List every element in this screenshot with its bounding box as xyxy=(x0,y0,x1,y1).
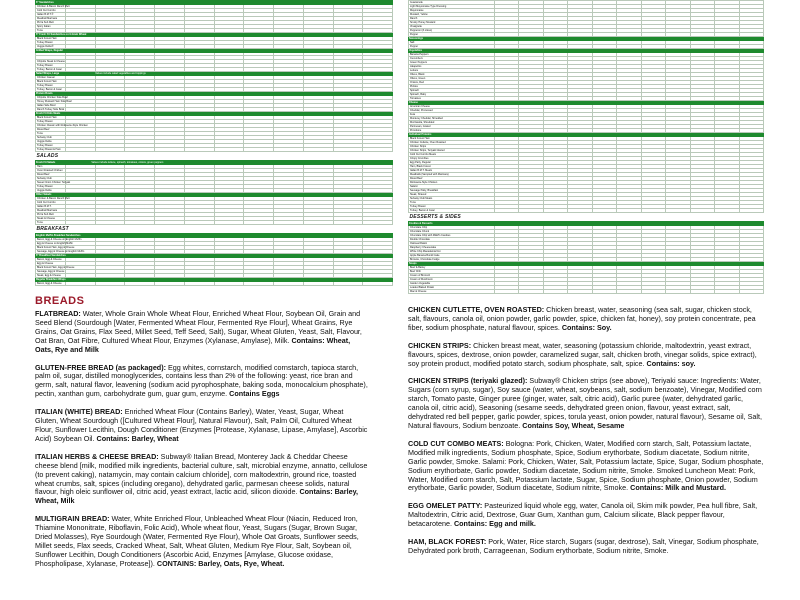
row-label: Parmesan, Grated xyxy=(409,125,495,129)
allergen-statement: Contains: Soy. xyxy=(561,322,612,332)
section-heading-row xyxy=(36,151,393,160)
allergen-statement: Contains: Egg and milk. xyxy=(453,519,536,529)
ingredient-entry xyxy=(408,538,764,556)
row-label: Sausage Patty, Breakfast xyxy=(409,189,495,193)
row-label: Banana Peppers xyxy=(409,53,495,57)
row-label: Apple Banana Bundt Cake xyxy=(409,254,495,258)
row-label: Italian B.M.T. xyxy=(36,204,66,208)
table-cell xyxy=(739,290,763,294)
table-cell xyxy=(690,290,714,294)
row-label: Turkey, Bacon & Guac xyxy=(36,87,66,91)
row-label: Black Forest Ham xyxy=(36,79,66,83)
ingredient-name: CHICKEN STRIPS: xyxy=(408,340,472,350)
row-label: Black Forest Ham xyxy=(36,115,66,119)
section-heading: DESSERTS & SIDES xyxy=(409,214,461,220)
allergen-statement: Contains Soy, Wheat, Sesame xyxy=(522,420,625,430)
row-label: Spinach, Baby xyxy=(409,93,495,97)
row-label: Salt xyxy=(409,41,495,45)
row-label: Subway Club Meats xyxy=(409,197,495,201)
row-label: Feta xyxy=(409,113,495,117)
row-label: Loaded Baked Potato xyxy=(409,286,495,290)
row-label: Turkey, Bacon & Guac xyxy=(36,67,66,71)
row-label: Smoky Honey Mustard xyxy=(409,21,495,25)
table-cell xyxy=(95,281,125,285)
row-label: Black Forest Ham xyxy=(409,137,495,141)
row-label: Oven Roasted Chicken xyxy=(36,168,66,172)
ingredient-entry xyxy=(408,502,764,529)
row-label: Mayonnaise xyxy=(409,9,495,13)
category-label: Regular Breakfast Wraps xyxy=(36,277,66,281)
table-cell xyxy=(617,290,641,294)
row-label: Turkey Breast xyxy=(36,119,66,123)
ingredient-body: Water, Whole Grain Whole Wheat Flour, Enriched Wheat Flour, Soybean Oil, Grain and Seed Blend (Sourdough [Water, Fermented Wheat Flour, Fermented Rye Flour], Wheat Grains, Rye Grains, Oat Grains, Flax Seed, Millet Seed, Teff Seed, Salt), Sugar, Wheat Gluten, Yeast, Salt, Flavour, Oat Bran, Oat Fibre, Cultured Wheat Flour, Enzymes (Xylanase, Amylase), Milk. xyxy=(35,309,362,345)
table-cell xyxy=(214,281,244,285)
row-label: Salami xyxy=(409,185,495,189)
row-label: Spinach xyxy=(409,89,495,93)
ingredient-body: Bologna: Pork, Chicken, Water, Modified corn starch, Salt, Potassium lactate, Modified milk ingredients, Sodium phosphate, Spice, Sodium erythorbate, Sodium diacetate, Sodium nitrite, Garlic powder, Smoke. Salami: Pork, Chicken, Water, Salt, Potassium lactate, Spice, Sugar, Sodium phosphate, Sodium erythorbate, Garlic powder, Sodium diacetate, Sodium nitrite, Smoke. Smoked Luncheon Meat: Pork, Water, Modified corn starch, Salt, Potassium lactate, Sugar, Spice, Sodium phosphate, Onion powder, Sodium erythorbate, Garlic powder, Sodium diacetate, Sodium nitrite, Smoke. xyxy=(408,438,764,493)
table-cell xyxy=(65,281,95,285)
row-label: Turkey Breast xyxy=(36,63,66,67)
row-label: Onions, Red xyxy=(409,81,495,85)
row-label: Chocolate Chip with M&M's Candies xyxy=(409,234,495,238)
section-heading-row xyxy=(409,213,764,222)
row-label: Turkey Breast xyxy=(36,83,66,87)
row-label: Egg & Cheese on English Muffin xyxy=(37,241,73,245)
ingredient-entry xyxy=(408,342,764,369)
row-label: Cream of Mushroom xyxy=(409,278,495,282)
ingredient-name: ITALIAN (WHITE) BREAD: xyxy=(35,407,123,417)
category-label: 6" Breakfast Sandwiches xyxy=(36,253,66,257)
row-label: Chocolate Chunk xyxy=(409,230,495,234)
row-label: Provolone xyxy=(409,129,495,133)
section-heading-row xyxy=(36,224,393,233)
category-label: Protein Bowls xyxy=(36,91,53,95)
ingredient-name: ITALIAN HERBS & CHEESE BREAD: xyxy=(35,451,159,461)
table-cell xyxy=(568,290,592,294)
row-label: Tomatoes xyxy=(409,97,495,101)
row-label: Cold Cut Combo xyxy=(36,9,66,13)
ingredient-body: Pork, Water, Rice starch, Sugars (sugar, dextrose), Salt, Vinegar, Sodium phosphate, Dehydrated pork broth, Carrageenan, Sodium erythorbate, Sodium nitrite, Smoke. xyxy=(408,537,759,555)
allergen-statement: Contains: Barley, Wheat, Milk xyxy=(35,487,359,506)
row-label: Garden Vegetable xyxy=(409,282,495,286)
ingredients-column-right xyxy=(408,306,764,565)
category-label: Cookies & Desserts xyxy=(409,222,433,225)
ingredient-body: Subway® Chicken strips (see above), Teriyaki sauce: Ingredients: Water, Sugars (corn syrup, sugar), Soy sauce (water, wheat, soybeans, salt, sodium benzoate), Vinegar, Modified corn starch, Tomato paste, Ginger puree (ginger, water, salt, citric acid), Garlic puree (water, dehydrated garlic, canola oil, citric acid), Seasoning (sesame seeds, dehydrated green onion, flavour, yeast extract, salt, dehydrated red bell pepper, garlic powder, spices, torula yeast, onion powder, natural flavour), Sesame oil, Salt, Natural flavours, Sodium benzoate. xyxy=(408,376,762,430)
section-heading: SALADS xyxy=(36,152,59,159)
row-label: Black Forest Ham xyxy=(36,37,66,41)
category-label: English Muffin Breakfast Sandwiches xyxy=(36,233,81,237)
row-label: White Chip Macadamia Nut xyxy=(409,250,495,254)
row-label: Chicken & Bacon Ranch Melt xyxy=(37,196,70,200)
row-label: Pizza Sub Melt xyxy=(36,21,66,25)
row-label: American Cheese xyxy=(409,105,495,109)
ingredient-body: Pasteurized liquid whole egg, water, Canola oil, Skim milk powder, Pea hull fibre, Salt, Maltodextrin, Citric acid, Dextrose, Guar Gum, Xanthan gum, Calcium silicate, Black pepper flavour, betacarotene. xyxy=(408,501,758,529)
nutrition-table-left xyxy=(35,0,393,298)
ingredient-entry xyxy=(35,515,368,568)
row-label: Steak & Cheese xyxy=(36,216,66,220)
table-cell xyxy=(495,290,519,294)
row-label: Tuna xyxy=(36,220,66,224)
row-label: Jalapeños xyxy=(409,65,495,69)
row-label: Black Forest Ham, Egg & Cheese xyxy=(37,265,75,269)
row-label: Steak, Shaved xyxy=(409,193,495,197)
ingredient-name: CHICKEN CUTLETTE, OVEN ROASTED: xyxy=(408,305,545,314)
row-label: Mustard, Yellow xyxy=(409,13,495,17)
row-label: Subway Club xyxy=(36,176,66,180)
table-cell xyxy=(333,281,363,285)
row-label: Double Chocolate xyxy=(409,238,495,242)
ingredient-body: Enriched Wheat Flour (Contains Barley), Water, Yeast, Sugar, Wheat Gluten, Wheat Sourdough ([Cultured Wheat Flour], Natural Flavour), Salt, Palm Oil, Cultured Wheat Flour, Sunflower Lecithin, Dough Conditioner (Enzymes [Protease, Xylanase, Lipase, Amylase], Ascorbic Acid) Soybean Oil. xyxy=(35,407,368,443)
row-label: Olives, Green xyxy=(409,77,495,81)
row-label: Mac & Cheese xyxy=(409,290,495,294)
row-label: Pizza Sub Melt xyxy=(36,212,66,216)
ingredient-body: Water, White Enriched Flour, Unbleached Wheat Flour (Niacin, Reduced Iron, Thiamine Mononitrate, Riboflavin, Folic Acid), Whole wheat flour, Yeast, Sugars (Sugar, Brown Sugar, Dried Molasses), Rye Sourdough (Water, Fermented Rye Flour), Whole Oat Groats, Sunflower seeds, Millet seeds, Flax seeds, Cracked Wheat, Salt, Wheat Gluten, Medium Rye Flour, Salt, Soybean oil, Sunflower Lecithin, Dough Conditioners (Ascorbic Acid, Enzymes [Amylase, Glucose oxidase, Phospholipase, Xylanase, Protease]). xyxy=(35,514,359,568)
row-label: Italian B.M.T. Meats xyxy=(409,169,495,173)
row-label: Cold Cut Combo Meats xyxy=(409,153,495,157)
table-cell xyxy=(543,290,567,294)
row-label: Turkey Breast xyxy=(409,205,495,209)
ingredient-entry xyxy=(35,453,368,506)
nutrition-table xyxy=(35,0,393,286)
ingredients-column-left xyxy=(35,296,368,578)
ingredient-body: Egg whites, cornstarch, modified cornstarch, tapioca starch, palm oil, sugar, distilled monoglycerides, contains less than 2% of the following: yeast, rice bran and germ, salt, natural flavor, leavening (sodium acid pyrophosphate, baking soda, monocalcium phosphate), pectin, xanthan gum, carbohydrate gum, guar gum, enzyme. xyxy=(35,362,368,399)
row-label: Chicken Strips, Teriyaki Glazed xyxy=(409,149,495,153)
row-label: Turkey Breast xyxy=(36,143,66,147)
row-label: Pepper xyxy=(409,33,495,37)
table-cell xyxy=(303,281,333,285)
section-title-breads: BREADS xyxy=(35,295,85,307)
row-label: Chicken Strips xyxy=(409,145,495,149)
table-row xyxy=(36,281,393,285)
category-label: Vegetables xyxy=(409,49,423,52)
row-label: Oatmeal Raisin xyxy=(409,242,495,246)
row-label: Roast Beef xyxy=(36,172,66,176)
row-label: Cream of Broccoli xyxy=(409,274,495,278)
category-label: Other Salads xyxy=(36,192,52,196)
row-label: Sausage, Egg & Cheese xyxy=(37,269,65,273)
ingredient-entry xyxy=(408,440,764,493)
row-label: Crispy Crumbles xyxy=(409,157,495,161)
row-label: Veggie Delite xyxy=(36,139,66,143)
row-label: Vinaigrette xyxy=(409,25,495,29)
row-label: Italian B.M.T.® xyxy=(36,13,66,17)
ingredient-entry xyxy=(35,408,368,444)
row-label: Cucumbers xyxy=(409,57,495,61)
table-cell xyxy=(184,281,214,285)
table-cell xyxy=(641,290,665,294)
category-label: Salad Wraps, Large xyxy=(36,71,60,75)
row-label: Chocolate Chip xyxy=(409,226,495,230)
table-cell xyxy=(155,281,185,285)
row-label: Ham xyxy=(36,164,66,168)
category-label: 6" Sandwiches xyxy=(36,1,54,4)
table-cell xyxy=(274,281,304,285)
row-label: Rotisserie-Style Chicken xyxy=(409,181,495,185)
row-label: Pepperoni (3 slices) xyxy=(409,29,495,33)
row-label: Tuna xyxy=(36,29,66,33)
category-label: 6" Fresh Fit Sandwiches on 9-Grain Wheat xyxy=(36,33,87,36)
table-cell xyxy=(715,290,739,294)
table-cell xyxy=(592,290,616,294)
row-label: Meatballs (Sampled with Marinara) xyxy=(409,173,495,177)
ingredient-name: CHICKEN STRIPS (teriyaki glazed): xyxy=(408,376,528,386)
row-label: Veggie Delite® xyxy=(36,45,66,49)
row-label: Ranch xyxy=(409,17,495,21)
category-note: Values include salad vegetables and toppings xyxy=(95,71,146,75)
ingredient-entry xyxy=(408,306,764,333)
row-label: Chicken Classic with Rotisserie-Style Chicken xyxy=(37,123,88,127)
row-label: Olives, Black xyxy=(409,73,495,77)
category-label: Seasonings xyxy=(409,37,424,40)
row-label: Turkey Breast xyxy=(36,41,66,45)
table-cell xyxy=(519,290,543,294)
row-label: Spicy Italian xyxy=(36,25,66,29)
row-label: Steak, Egg & Cheese xyxy=(36,273,66,277)
row-label: Subway Club xyxy=(36,135,66,139)
row-label: Egg & Cheese xyxy=(36,261,66,265)
row-label: Lettuce xyxy=(409,69,495,73)
row-label: Tuna xyxy=(409,201,495,205)
category-label: Soups xyxy=(409,262,417,265)
row-label: Turkey, Bacon & Guac xyxy=(409,209,495,213)
allergen-statement: Contains: Wheat, Oats, Rye and Milk xyxy=(35,335,351,354)
allergen-statement: Contains Eggs xyxy=(229,389,280,399)
row-label: Chicken Cutlette, Oven Roasted xyxy=(409,141,495,145)
row-label: Chicken Caesar xyxy=(36,75,66,79)
ingredient-body: Chicken breast, water, seasoning (sea salt, sugar, chicken stock, salt, flavours, canola oil, onion powder, garlic powder, spice, chicken fat, honey), soy protein concentrate, pea fiber, sodium phosphate, natural flavour, spices. xyxy=(408,305,756,332)
row-label: Light Mayonnaise Type Dressing xyxy=(409,5,495,9)
row-label: Pepper xyxy=(409,45,495,49)
ingredient-name: FLATBREAD: xyxy=(35,309,81,318)
row-label: Meatball Marinara xyxy=(36,17,66,21)
ingredient-name: EGG OMELET PATTY: xyxy=(408,501,483,511)
row-label: Chipotle Steak & Cheese xyxy=(37,59,65,63)
row-label: Monterey Cheddar, Shredded xyxy=(409,117,495,121)
row-label: Veggie Delite xyxy=(36,188,66,192)
row-label: Roast Beef xyxy=(409,177,495,181)
row-label: Tuna xyxy=(36,131,66,135)
section-heading: BREAKFAST xyxy=(36,225,69,232)
row-label: Brownie, Chocolate Fudge xyxy=(409,258,495,262)
row-label: Meatball Marinara xyxy=(36,208,66,212)
allergen-statement: Contains: Barley, Wheat xyxy=(96,433,179,443)
row-label: Ham, Black Forest xyxy=(409,165,495,169)
row-label: Egg Patty, Regular xyxy=(409,161,495,165)
row-label: Green Peppers xyxy=(409,61,495,65)
table-cell xyxy=(363,281,393,285)
category-label: Fresh Fit Salads xyxy=(36,160,56,164)
row-label: Roast Beef xyxy=(36,127,66,131)
row-label: Cheddar, Processed xyxy=(409,109,495,113)
row-label: Beef Chili xyxy=(409,270,495,274)
row-label: Chicken & Bacon Ranch Melt xyxy=(37,5,70,8)
row-label: Black Forest Ham, Egg & Cheese xyxy=(37,245,75,249)
nutrition-table-right xyxy=(408,0,764,298)
ingredient-name: HAM, BLACK FOREST: xyxy=(408,537,487,547)
row-label: Honey Mustard Ham Side Bowl xyxy=(37,99,72,103)
row-label: Chipotle Chicken Side Bowl xyxy=(37,95,68,99)
row-label: Sausage, Egg & Cheese on English Muffin xyxy=(37,249,85,253)
category-label: Individual Proteins xyxy=(409,133,432,136)
category-note: Values include lettuce, spinach, tomatoes, onions, green peppers xyxy=(91,160,164,164)
ingredient-body: Chicken breast meat, water, seasoning (potassium chloride, maltodextrin, yeast extract, flavours, spices, dextrose, onion powder, caramelized sugar, salt, chicken broth, vinegar solids, spice extract), soy protein product, modified potato starch, sodium phosphate, salt, spice. xyxy=(408,340,757,368)
category-label: Cheese xyxy=(409,101,418,104)
row-label: Beef & Barley xyxy=(409,266,495,270)
table-cell xyxy=(125,281,155,285)
table-cell xyxy=(244,281,274,285)
row-label: Turkey Breast xyxy=(36,184,66,188)
ingredient-entry xyxy=(35,310,368,355)
row-label: Bacon, Egg & Cheese xyxy=(36,257,66,261)
row-label: Pickles xyxy=(409,85,495,89)
nutrition-table xyxy=(408,0,764,294)
allergen-statement: Contains: Milk and Mustard. xyxy=(630,483,726,493)
ingredient-entry xyxy=(35,364,368,400)
ingredient-entry xyxy=(408,377,764,430)
ingredient-name: COLD CUT COMBO MEATS: xyxy=(408,438,504,448)
table-row xyxy=(409,290,764,294)
row-label: Ranch Turkey Side Bowl xyxy=(37,107,65,111)
row-label: Raspberry Cheesecake xyxy=(409,246,495,250)
category-label: Grilled Wraps, Regular xyxy=(36,49,63,52)
row-label: Turkey Breast & Ham xyxy=(36,147,66,151)
ingredient-name: MULTIGRAIN BREAD: xyxy=(35,514,110,524)
category-label: Fresh Fit Kids Meals xyxy=(36,111,61,115)
allergen-statement: CONTAINS: Barley, Oats, Rye, Wheat. xyxy=(156,558,285,568)
row-label: Sweet Onion Chicken Teriyaki xyxy=(37,180,71,184)
allergen-statement: Contains: soy. xyxy=(646,358,696,368)
row-label: Bacon, Egg & Cheese xyxy=(36,281,66,285)
row-label: Italian Side Bowl xyxy=(36,103,66,107)
row-label: Cold Cut Combo xyxy=(36,200,66,204)
ingredient-body: Subway® Italian Bread, Monterey Jack & Cheddar Cheese cheese blend [milk, modified milk ingredients, bacterial culture, salt, microbial enzyme, annatto, cellulose (to prevent caking), natamycin, may contain calcium chloride], corn maltodextrin, ground rice, toasted wheat crumbs, salt, spices (including oregano), dehydrated garlic, parmesan cheese solids, natural flavour, high oleic sunflower oil, citric acid, yeast extract, lactic acid, silicon dioxide. xyxy=(35,451,368,497)
row-label: Bacon, Egg & Cheese on English Muffin xyxy=(37,237,82,241)
row-label: Guacamole xyxy=(409,1,495,5)
table-cell xyxy=(666,290,690,294)
ingredient-name: GLUTEN-FREE BREAD (as packaged): xyxy=(35,362,166,372)
row-label: Mozzarella, Shredded xyxy=(409,121,495,125)
